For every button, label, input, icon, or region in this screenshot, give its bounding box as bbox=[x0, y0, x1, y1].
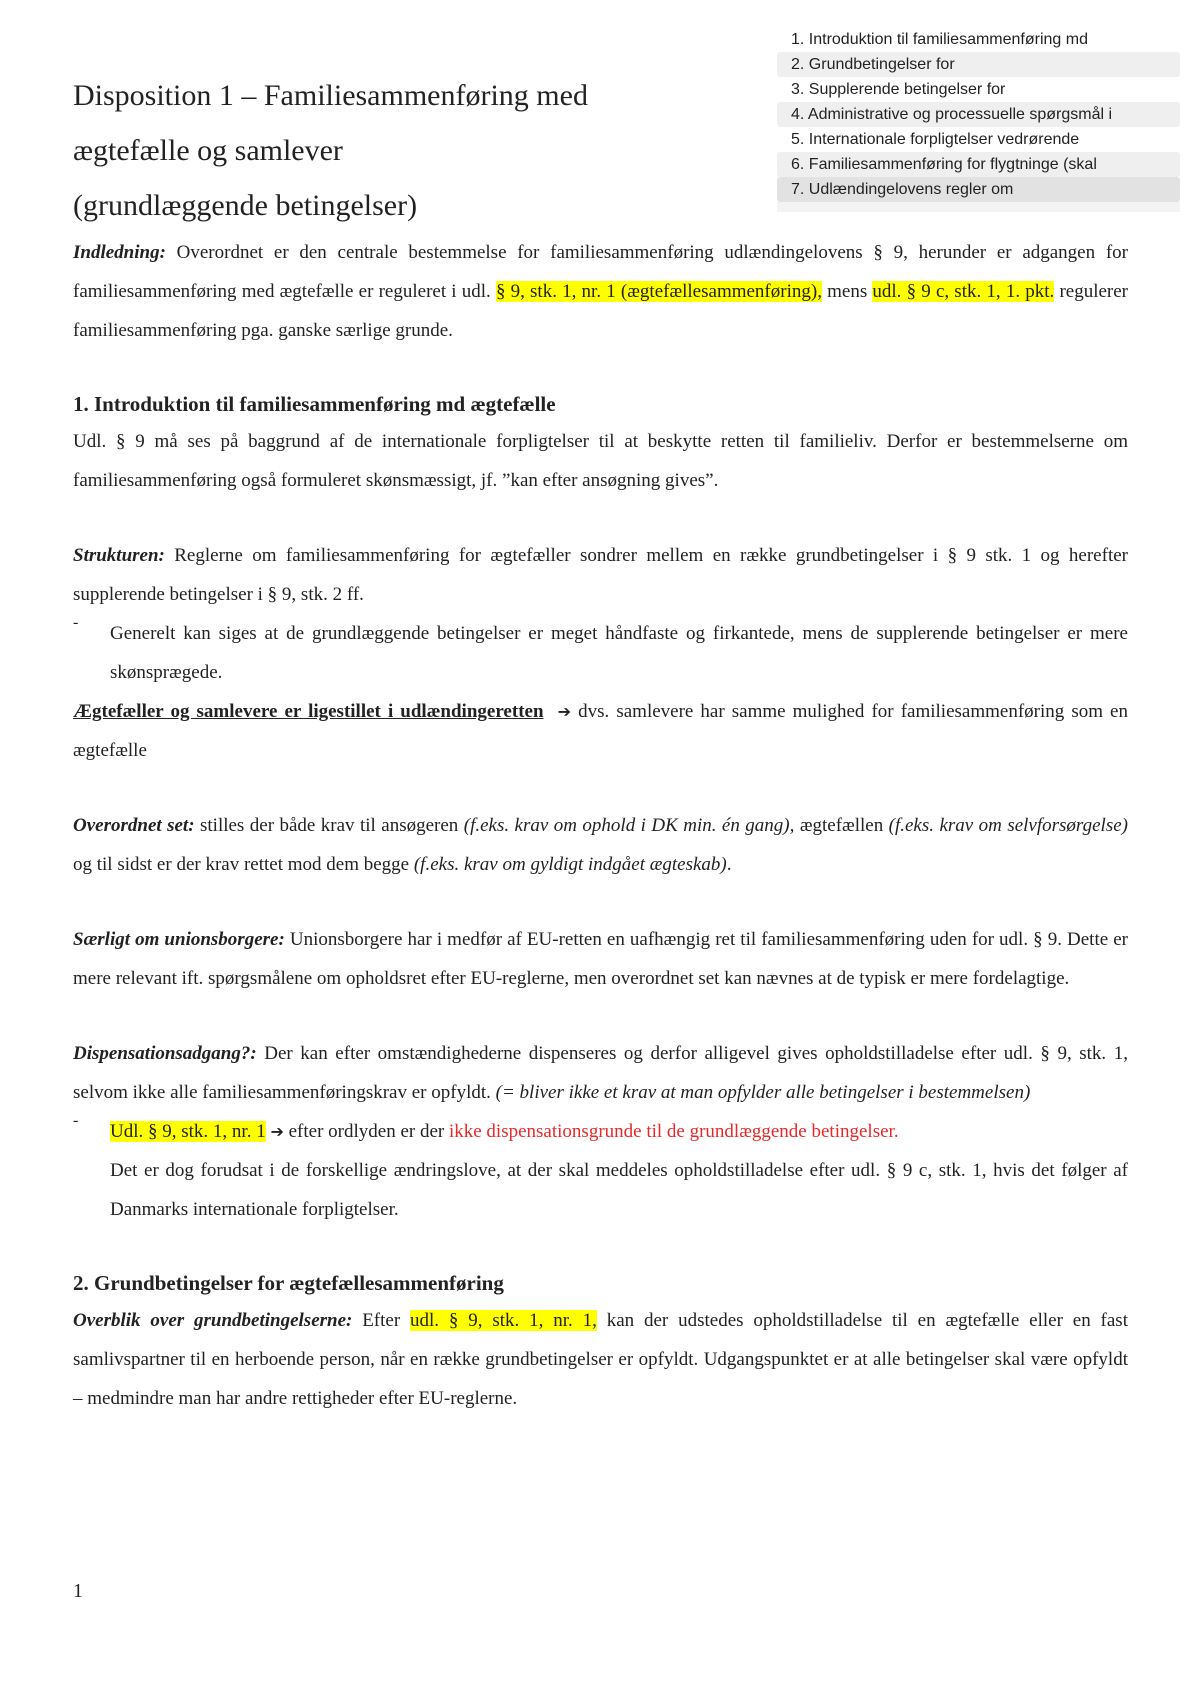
outline-item-4[interactable]: 4. Administrative og processuelle spørgsmål i bbox=[777, 102, 1180, 127]
dash-bullet-icon: - bbox=[73, 1112, 79, 1129]
union-paragraph bbox=[73, 920, 1128, 998]
intro-paragraph bbox=[73, 233, 1128, 350]
section-1-paragraph-1: Udl. § 9 må ses på baggrund af de internationale forpligtelser til at beskytte retten til familieliv. Derfor er bestemmelserne om familiesammenføring også formuleret skønsmæssigt, jf. ”kan efter ansøgning gives”. bbox=[73, 431, 1128, 491]
title-line-2: ægtefælle og samlever bbox=[73, 134, 343, 167]
union-label: Særligt om unionsborgere: bbox=[73, 929, 285, 950]
overall-italic-3: (f.eks. krav om gyldigt indgået ægteskab) bbox=[413, 854, 727, 875]
structure-label: Strukturen: bbox=[73, 545, 165, 566]
overview-highlight: udl. § 9, stk. 1, nr. 1, bbox=[410, 1310, 597, 1331]
structure-paragraph bbox=[73, 536, 1128, 614]
dispensation-label: Dispensationsadgang?: bbox=[73, 1043, 257, 1064]
overall-label: Overordnet set: bbox=[73, 815, 195, 836]
outline-item-1[interactable]: 1. Introduktion til familiesammenføring md bbox=[791, 31, 1088, 48]
dispensation-italic: (= bliver ikke et krav at man opfylder alle betingelser i bestemmelsen) bbox=[495, 1082, 1031, 1103]
section-1-heading: 1. Introduktion til familiesammenføring md ægtefælle bbox=[73, 392, 556, 416]
intro-label: Indledning: bbox=[73, 242, 166, 263]
equal-paragraph bbox=[73, 692, 1128, 770]
overall-text-2: ægtefællen bbox=[794, 815, 889, 836]
outline-item-2[interactable]: 2. Grundbetingelser for bbox=[777, 52, 1180, 77]
equal-label: Ægtefæller og samlevere er ligestillet i udlændingeretten bbox=[73, 701, 544, 722]
dispensation-text: Der kan efter omstændighederne dispenseres og derfor alligevel gives opholdstilladelse efter udl. § 9, stk. 1, selvom ikke alle familiesammenføringskrav er opfyldt. bbox=[73, 1043, 1128, 1103]
page-number: 1 bbox=[73, 1580, 83, 1602]
page-title bbox=[73, 68, 588, 233]
document-outline bbox=[777, 27, 1180, 212]
overview-paragraph bbox=[73, 1301, 1128, 1418]
title-line-3: (grundlæggende betingelser) bbox=[73, 189, 418, 222]
overall-text-3: og til sidst er der krav rettet mod dem begge bbox=[73, 854, 414, 875]
dispensation-paragraph bbox=[73, 1034, 1128, 1112]
bullet-2-highlight: Udl. § 9, stk. 1, nr. 1 bbox=[110, 1121, 266, 1142]
bullet-2-continuation: Det er dog forudsat i de forskellige ændringslove, at der skal meddeles opholdstilladelse efter udl. § 9 c, stk. 1, hvis det følger af Danmarks internationale forpligtelser. bbox=[110, 1160, 1128, 1220]
bullet-2-plain: efter ordlyden er der bbox=[283, 1121, 449, 1142]
outline-scroll-area bbox=[777, 202, 1180, 212]
intro-text-3: regulerer familiesammenføring pga. ganske særlige grunde. bbox=[73, 281, 1129, 341]
overall-paragraph bbox=[73, 806, 1128, 884]
overall-italic-1: (f.eks. krav om ophold i DK min. én gang), bbox=[463, 815, 795, 836]
overview-text-1: Efter bbox=[352, 1310, 411, 1331]
bullet-2-end: . bbox=[893, 1121, 899, 1142]
document-body bbox=[73, 233, 1128, 1418]
overview-text-2: kan der udstedes opholdstilladelse til en ægtefælle eller en fast samlivspartner til en herboende person, når en række grundbetingelser er opfyldt. Udgangspunktet er at alle betingelser skal være opfyldt – medmindre man har andre rettigheder efter EU-reglerne. bbox=[73, 1310, 1128, 1409]
bullet-2-red-text: ikke dispensationsgrunde til de grundlæggende betingelser bbox=[448, 1121, 894, 1142]
right-arrow-icon: ➔ bbox=[557, 702, 572, 721]
intro-text-2: mens bbox=[821, 281, 873, 302]
bullet-1-text: Generelt kan siges at de grundlæggende betingelser er meget håndfaste og firkantede, mens de supplerende betingelser er mere skønsprægede. bbox=[110, 623, 1128, 683]
structure-text: Reglerne om familiesammenføring for ægtefæller sondrer mellem en række grundbetingelser i § 9 stk. 1 og herefter supplerende betingelser i § 9, stk. 2 ff. bbox=[73, 545, 1128, 605]
outline-item-5[interactable]: 5. Internationale forpligtelser vedrørende bbox=[791, 131, 1080, 148]
outline-item-3[interactable]: 3. Supplerende betingelser for bbox=[791, 81, 1006, 98]
right-arrow-icon: ➔ bbox=[270, 1122, 284, 1141]
outline-item-6[interactable]: 6. Familiesammenføring for flygtninge (skal bbox=[777, 152, 1180, 177]
union-text: Unionsborgere har i medfør af EU-retten en uafhængig ret til familiesammenføring uden for udl. § 9. Dette er mere relevant ift. spørgsmålene om opholdsret efter EU-reglerne, men overordnet set kan nævnes at de typisk er mere fordelagtige. bbox=[73, 929, 1128, 989]
bullet-item-1 bbox=[73, 614, 1128, 692]
title-line-1: Disposition 1 – Familiesammenføring med bbox=[73, 79, 588, 112]
bullet-item-2 bbox=[73, 1112, 1128, 1151]
intro-text-1: Overordnet er den centrale bestemmelse for familiesammenføring udlændingelovens § 9, herunder er adgangen for familiesammenføring med ægtefælle er reguleret i udl. bbox=[73, 242, 1128, 302]
overall-italic-2: (f.eks. krav om selvforsørgelse) bbox=[888, 815, 1128, 836]
dash-bullet-icon: - bbox=[73, 614, 79, 631]
overview-label: Overblik over grundbetingelserne: bbox=[73, 1310, 353, 1331]
section-2-heading: 2. Grundbetingelser for ægtefællesammenføring bbox=[73, 1271, 504, 1295]
overall-text-4: . bbox=[726, 854, 732, 875]
equal-text: dvs. samlevere har samme mulighed for familiesammenføring som en ægtefælle bbox=[73, 701, 1128, 761]
overall-text-1: stilles der både krav til ansøgeren bbox=[194, 815, 464, 836]
intro-highlight-1: § 9, stk. 1, nr. 1 (ægtefællesammenføring), bbox=[495, 281, 822, 302]
bullet-2-text bbox=[110, 1112, 1128, 1151]
outline-item-7[interactable]: 7. Udlændingelovens regler om bbox=[777, 177, 1180, 202]
intro-highlight-2: udl. § 9 c, stk. 1, 1. pkt. bbox=[872, 281, 1055, 302]
